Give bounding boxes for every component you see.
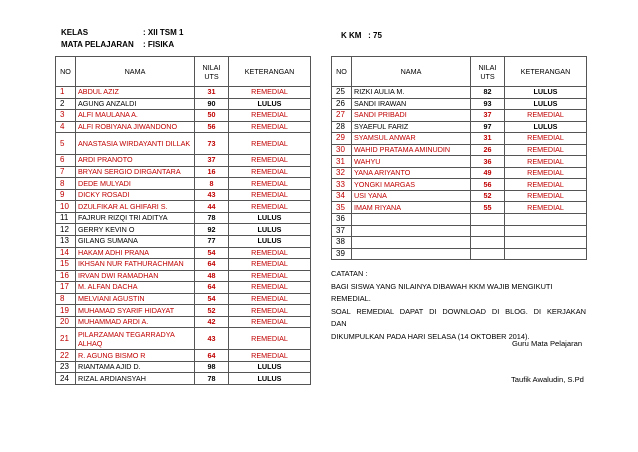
row-number: 13 <box>56 236 76 248</box>
table-row <box>56 328 311 350</box>
mapel-value: : FISIKA <box>143 40 175 49</box>
uts-score: 92 <box>195 224 229 236</box>
student-name: HAKAM ADHI PRANA <box>76 247 195 259</box>
table-row <box>332 98 587 110</box>
kkm-value: : 75 <box>368 31 382 40</box>
table-row <box>56 98 311 110</box>
student-name: MUHAMAD SYARIF HIDAYAT <box>76 305 195 317</box>
status-label: REMEDIAL <box>229 110 311 122</box>
status-label: REMEDIAL <box>229 350 311 362</box>
student-name <box>352 225 471 237</box>
status-label: LULUS <box>505 87 587 99</box>
col-no: NO <box>56 57 76 87</box>
note-line-3: DIKUMPULKAN PADA HARI SELASA (14 OKTOBER 2014). <box>331 331 530 341</box>
uts-score: 49 <box>471 167 505 179</box>
student-name: RIANTAMA AJID D. <box>76 361 195 373</box>
uts-score <box>471 248 505 260</box>
student-name: ABDUL AZIZ <box>76 87 195 99</box>
student-name: M. ALFAN DACHA <box>76 282 195 294</box>
row-number: 15 <box>56 259 76 271</box>
uts-score: 44 <box>195 201 229 213</box>
student-name: SYAEFUL FARIZ <box>352 121 471 133</box>
uts-score: 43 <box>195 328 229 350</box>
row-number: 35 <box>332 202 352 214</box>
uts-score: 55 <box>471 202 505 214</box>
student-name: R. AGUNG BISMO R <box>76 350 195 362</box>
uts-score: 37 <box>195 155 229 167</box>
uts-score: 48 <box>195 270 229 282</box>
student-name: ALFI ROBIYANA JIWANDONO <box>76 121 195 133</box>
status-label: REMEDIAL <box>229 133 311 155</box>
row-number: 22 <box>56 350 76 362</box>
student-name: RIZAL ARDIANSYAH <box>76 373 195 385</box>
status-label <box>505 225 587 237</box>
student-name: ANASTASIA WIRDAYANTI DILLAK <box>76 133 195 155</box>
status-label: REMEDIAL <box>229 305 311 317</box>
row-number: 25 <box>332 87 352 99</box>
row-number: 38 <box>332 237 352 249</box>
table-row <box>56 224 311 236</box>
uts-score: 93 <box>471 98 505 110</box>
student-name: YANA ARIYANTO <box>352 167 471 179</box>
status-label: LULUS <box>229 224 311 236</box>
student-name: AGUNG ANZALDI <box>76 98 195 110</box>
table-row <box>56 166 311 178</box>
row-number: 23 <box>56 361 76 373</box>
table-row <box>56 350 311 362</box>
table-row <box>56 121 311 133</box>
col-nama: NAMA <box>76 57 195 87</box>
student-name: USI YANA <box>352 190 471 202</box>
status-label: REMEDIAL <box>229 328 311 350</box>
table-row <box>332 248 587 260</box>
student-name: SANDI PRIBADI <box>352 110 471 122</box>
status-label: LULUS <box>229 212 311 224</box>
student-name: YONGKI MARGAS <box>352 179 471 191</box>
status-label: REMEDIAL <box>505 179 587 191</box>
status-label <box>505 214 587 226</box>
table-row <box>56 155 311 167</box>
table-row <box>332 156 587 168</box>
student-name <box>352 237 471 249</box>
table-row <box>56 293 311 305</box>
row-number: 24 <box>56 373 76 385</box>
score-table-left-body <box>56 87 311 385</box>
student-name: DZULFIKAR AL GHIFARI S. <box>76 201 195 213</box>
table-row <box>332 225 587 237</box>
col-ket: KETERANGAN <box>229 57 311 87</box>
table-row <box>56 361 311 373</box>
row-number: 39 <box>332 248 352 260</box>
col-ket: KETERANGAN <box>505 57 587 87</box>
uts-score: 78 <box>195 373 229 385</box>
status-label: REMEDIAL <box>505 156 587 168</box>
status-label: REMEDIAL <box>229 201 311 213</box>
student-name: PILARZAMAN TEGARRADYA ALHAQ <box>76 328 195 350</box>
kelas-value: : XII TSM 1 <box>143 28 184 37</box>
status-label: REMEDIAL <box>229 282 311 294</box>
student-name: ALFI MAULANA A. <box>76 110 195 122</box>
table-row <box>56 87 311 99</box>
student-name: FAJRUR RIZQI TRI ADITYA <box>76 212 195 224</box>
table-row <box>56 189 311 201</box>
uts-score: 52 <box>471 190 505 202</box>
status-label: REMEDIAL <box>229 189 311 201</box>
row-number: 2 <box>56 98 76 110</box>
status-label: REMEDIAL <box>505 190 587 202</box>
status-label: LULUS <box>229 236 311 248</box>
row-number: 5 <box>56 133 76 155</box>
row-number: 26 <box>332 98 352 110</box>
row-number: 36 <box>332 214 352 226</box>
col-nilai: NILAI UTS <box>195 57 229 87</box>
row-number: 20 <box>56 316 76 328</box>
uts-score: 78 <box>195 212 229 224</box>
table-row <box>56 316 311 328</box>
col-no: NO <box>332 57 352 87</box>
uts-score: 56 <box>195 121 229 133</box>
status-label: LULUS <box>229 361 311 373</box>
status-label: LULUS <box>505 121 587 133</box>
table-row <box>332 144 587 156</box>
kelas-label: KELAS <box>61 28 89 37</box>
uts-score: 82 <box>471 87 505 99</box>
status-label: REMEDIAL <box>229 155 311 167</box>
student-name: GILANG SUMANA <box>76 236 195 248</box>
status-label <box>505 248 587 260</box>
row-number: 29 <box>332 133 352 145</box>
table-row <box>332 167 587 179</box>
student-name: IRVAN DWI RAMADHAN <box>76 270 195 282</box>
student-name: BRYAN SERGIO DIRGANTARA <box>76 166 195 178</box>
uts-score: 64 <box>195 259 229 271</box>
uts-score: 90 <box>195 98 229 110</box>
table-header-row <box>332 57 587 87</box>
table-row <box>56 236 311 248</box>
score-table-left <box>55 56 311 385</box>
table-row <box>56 133 311 155</box>
status-label: REMEDIAL <box>505 202 587 214</box>
uts-score: 16 <box>195 166 229 178</box>
row-number: 6 <box>56 155 76 167</box>
score-table-right <box>331 56 587 260</box>
table-row <box>332 214 587 226</box>
row-number: 19 <box>56 305 76 317</box>
note-title: CATATAN : <box>331 269 368 278</box>
uts-score <box>471 237 505 249</box>
note-block <box>331 268 586 343</box>
status-label: REMEDIAL <box>505 133 587 145</box>
row-number: 37 <box>332 225 352 237</box>
student-name <box>352 248 471 260</box>
row-number: 32 <box>332 167 352 179</box>
uts-score: 8 <box>195 178 229 190</box>
student-name: ARDI PRANOTO <box>76 155 195 167</box>
uts-score: 64 <box>195 282 229 294</box>
status-label: LULUS <box>229 373 311 385</box>
status-label: REMEDIAL <box>229 293 311 305</box>
col-nama: NAMA <box>352 57 471 87</box>
uts-score: 26 <box>471 144 505 156</box>
uts-score: 42 <box>195 316 229 328</box>
table-row <box>332 202 587 214</box>
status-label: REMEDIAL <box>505 110 587 122</box>
row-number: 4 <box>56 121 76 133</box>
uts-score: 52 <box>195 305 229 317</box>
table-row <box>56 212 311 224</box>
uts-score: 54 <box>195 247 229 259</box>
student-name: IKHSAN NUR FATHURACHMAN <box>76 259 195 271</box>
uts-score: 98 <box>195 361 229 373</box>
row-number: 3 <box>56 110 76 122</box>
table-header-row <box>56 57 311 87</box>
table-row <box>56 201 311 213</box>
student-name: DICKY ROSADI <box>76 189 195 201</box>
table-row <box>332 133 587 145</box>
signature-role: Guru Mata Pelajaran <box>512 339 583 348</box>
row-number: 31 <box>332 156 352 168</box>
signature-name: Taufik Awaludin, S.Pd <box>511 375 584 384</box>
status-label: REMEDIAL <box>229 178 311 190</box>
student-name: WAHID PRATAMA AMINUDIN <box>352 144 471 156</box>
uts-score: 56 <box>471 179 505 191</box>
mapel-line <box>61 40 174 49</box>
table-row <box>56 282 311 294</box>
table-row <box>332 179 587 191</box>
uts-score: 73 <box>195 133 229 155</box>
student-name: SYAMSUL ANWAR <box>352 133 471 145</box>
student-name: MELVIANI AGUSTIN <box>76 293 195 305</box>
student-name: WAHYU <box>352 156 471 168</box>
status-label: REMEDIAL <box>229 87 311 99</box>
table-row <box>56 270 311 282</box>
student-name: GERRY KEVIN O <box>76 224 195 236</box>
uts-score: 31 <box>471 133 505 145</box>
table-row <box>56 178 311 190</box>
table-row <box>332 87 587 99</box>
student-name: MUHAMMAD ARDI A. <box>76 316 195 328</box>
student-name <box>352 214 471 226</box>
status-label: REMEDIAL <box>505 144 587 156</box>
uts-score <box>471 214 505 226</box>
status-label: REMEDIAL <box>229 166 311 178</box>
row-number: 14 <box>56 247 76 259</box>
row-number: 7 <box>56 166 76 178</box>
table-row <box>332 190 587 202</box>
row-number: 17 <box>56 282 76 294</box>
table-row <box>332 110 587 122</box>
table-row <box>56 373 311 385</box>
row-number: 16 <box>56 270 76 282</box>
student-name: RIZKI AULIA M. <box>352 87 471 99</box>
kkm-line <box>341 31 382 40</box>
status-label: LULUS <box>229 98 311 110</box>
uts-score: 43 <box>195 189 229 201</box>
status-label: REMEDIAL <box>505 167 587 179</box>
row-number: 30 <box>332 144 352 156</box>
status-label: LULUS <box>505 98 587 110</box>
uts-score: 97 <box>471 121 505 133</box>
status-label <box>505 237 587 249</box>
table-row <box>56 110 311 122</box>
uts-score: 31 <box>195 87 229 99</box>
table-row <box>332 237 587 249</box>
uts-score: 37 <box>471 110 505 122</box>
status-label: REMEDIAL <box>229 247 311 259</box>
mapel-label: MATA PELAJARAN <box>61 40 134 49</box>
row-number: 9 <box>56 189 76 201</box>
row-number: 1 <box>56 87 76 99</box>
row-number: 28 <box>332 121 352 133</box>
score-table-right-body <box>332 87 587 260</box>
row-number: 10 <box>56 201 76 213</box>
status-label: REMEDIAL <box>229 316 311 328</box>
note-line-2: SOAL REMEDIAL DAPAT DI DOWNLOAD DI BLOG. DI KERJAKAN DAN <box>331 306 586 328</box>
row-number: 11 <box>56 212 76 224</box>
student-name: DEDE MULYADI <box>76 178 195 190</box>
col-nilai: NILAI UTS <box>471 57 505 87</box>
table-row <box>56 247 311 259</box>
student-name: IMAM RIYANA <box>352 202 471 214</box>
status-label: REMEDIAL <box>229 270 311 282</box>
row-number: 12 <box>56 224 76 236</box>
uts-score: 64 <box>195 350 229 362</box>
table-row <box>56 259 311 271</box>
student-name: SANDI IRAWAN <box>352 98 471 110</box>
row-number: 33 <box>332 179 352 191</box>
status-label: REMEDIAL <box>229 121 311 133</box>
uts-score <box>471 225 505 237</box>
uts-score: 36 <box>471 156 505 168</box>
row-number: 8 <box>56 293 76 305</box>
kelas-line <box>61 28 183 37</box>
uts-score: 54 <box>195 293 229 305</box>
status-label: REMEDIAL <box>229 259 311 271</box>
row-number: 34 <box>332 190 352 202</box>
kkm-label: K KM <box>341 31 362 40</box>
row-number: 21 <box>56 328 76 350</box>
note-line-1: BAGI SISWA YANG NILAINYA DIBAWAH KKM WAJIB MENGIKUTI REMEDIAL. <box>331 281 553 303</box>
row-number: 27 <box>332 110 352 122</box>
row-number: 8 <box>56 178 76 190</box>
table-row <box>56 305 311 317</box>
table-row <box>332 121 587 133</box>
uts-score: 50 <box>195 110 229 122</box>
uts-score: 77 <box>195 236 229 248</box>
